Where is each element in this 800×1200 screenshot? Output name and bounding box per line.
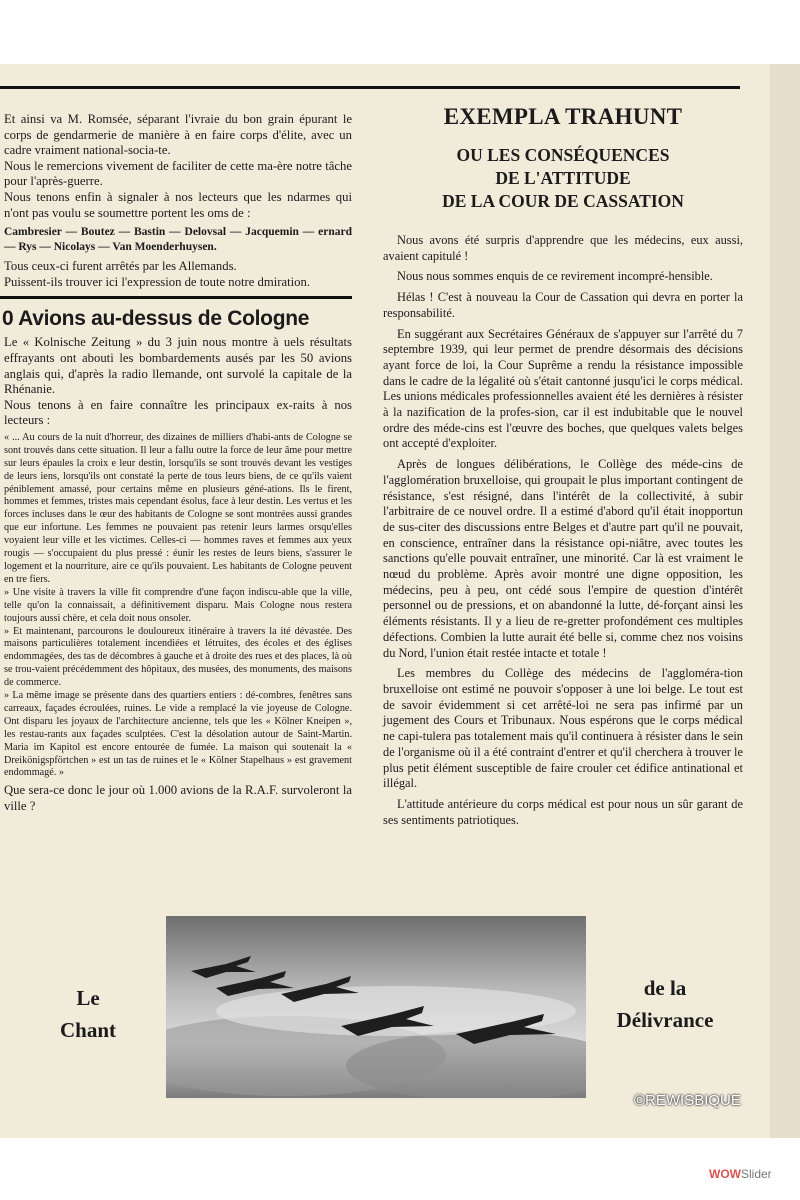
article-body [383,233,743,828]
subtitle-line: DE LA COUR DE CASSATION [442,191,684,211]
outro-paragraph: Tous ceux-ci furent arrêtés par les Allemands. [4,259,237,274]
cologne-headline: 0 Avions au-dessus de Cologne [2,307,310,331]
article-paragraph: Nous nous sommes enquis de ce revirement incompré-hensible. [397,269,713,284]
slider-brand[interactable] [709,1167,772,1181]
article-title: EXEMPLA TRAHUNT [443,104,683,129]
cologne-quotes [0,432,352,780]
quote-paragraph: » Une visite à travers la ville fit comprendre d'une façon indiscu-able que la ville, telle qu'on la connaissait, a définitivement disparu. Mais Cologne nous restera toujours aussi chère, et cela doit nous onsoler. [4,586,352,624]
outro-paragraph: Puissent-ils trouver ici l'expression de toute notre dmiration. [4,274,311,289]
copyright-watermark: ©REWISBIQUE [634,1092,741,1109]
subtitle-line: OU LES CONSÉQUENCES [456,145,670,165]
caption-word: Délivrance [616,1008,714,1032]
article-paragraph: Nous avons été surpris d'apprendre que les médecins, eux aussi, avaient capitulé ! [383,233,743,263]
article-paragraph: Les membres du Collège des médecins de l'aggloméra-tion bruxelloise ont estimé ne pouvoir s'opposer à une loi belge. Le tout est de savoir évidemment si cet arrêté-loi ne sera pas infirmé par un jugement des Cours et Tribunaux. Nous espérons que le corps médical ne capi-tulera pas totalement mais qu'il continuera à résister dans le sein de l'organisme où il a été contraint d'entrer et qu'il cherchera à trouver le plus petit élément susceptible de faire crouler cet édifice antinational et illégal. [383,666,743,791]
closing-question: Que sera-ce donc le jour où 1.000 avions de la R.A.F. survoleront la ville ? [4,783,352,813]
caption-left [40,982,136,1046]
caption-word: Chant [59,1018,117,1042]
cologne-intro: Le « Kolnische Zeitung » du 3 juin nous montre à uels résultats effrayants ont abouti les bombardements ausés par les 50 avions anglais qui, d'après la radio llemande, ont survolé la capitale de la Rhénanie. [4,335,352,397]
intro-paragraph: Et ainsi va M. Romsée, séparant l'ivraie du bon grain épurant le corps de gendarmerie de manière à en faire corps d'élite, avec un cadre vraiment national-socia-te. [4,112,352,158]
article-paragraph: Après de longues délibérations, le Collège des méde-cins de l'agglomération bruxelloise, qui groupait le plus important contingent de résistance, s'est résigné, dans l'intérêt de la collectivité, à subir l'arbitraire de ce nouvel ordre. Il a estimé d'abord qu'il était inopportun de sus-citer des discussions entre Belges et d'autre part qu'il ne pouvait, en conscience, entraîner dans la résistance opi-niâtre, avec toutes les sanctions qu'elle pouvait entraîner, une minorité. Car là est vraiment le nœud du problème. Après avoir montré une digne opposition, les médecins, peu à peu, ont cédé sous l'empire de question d'intérêt personnel ou de pressions, et on abandonné la lutte, dé-forçant ainsi les éléments résistants. Il y a lieu de re-gretter profondément ces multiples défections. Combien la lutte aurait été belle si, comme chez nos voisins du Nord, l'union était restée intacte et totale ! [383,457,743,660]
quote-paragraph: » La même image se présente dans des quartiers entiers : dé-combres, fenêtres sans carreaux, façades écroulées, ruines. Le vide a remplacé la vie joyeuse de Cologne. Ont disparu les joyaux de l'architecture ancienne, tels que les « Kölner Kneipen », les restau-rants aux façades sculptées. C'est la désolation autour de Saint-Martin. Maria im Kapitol est encore entourée de fumée. La maison qui soutenait la « Dreikönigspförtchen » est un tas de ruines et le « Kölner Stapelhaus » est gravement endommagé. » [4,690,352,779]
caption-right [600,972,730,1036]
article-paragraph: Hélas ! C'est à nouveau la Cour de Cassation qui devra en porter la responsabilité. [383,290,743,320]
article-paragraph: En suggérant aux Secrétaires Généraux de s'appuyer sur l'arrêté du 7 septembre 1939, qui leur permet de prendre désormais des décisions ayant force de loi, la Cour Suprême a rendu la résistance impossible dans le cadre de la légalité où s'était cantonné jusqu'ici le corps médical. Les unions médicales professionnelles avaient été les dernières à résister à la nazification de la profes-sion, car il est indubitable que le nouvel ordre des méde-cins est l'œuvre des boches, que quelques valets belges ont accepté d'exploiter. [383,326,743,451]
section-rule [0,296,352,299]
left-column [0,112,352,815]
brand-part: Slider [741,1167,772,1181]
gendarme-names: Cambresier — Boutez — Bastin — Delovsal — Jacquemin — ernard — Rys — Nicolays — Van Moenderhuysen. [4,226,352,254]
quote-paragraph: » Et maintenant, parcourons le douloureux itinéraire à travers la ité dévastée. Des maisons particulières totalement incendiées et létruites, des écoles et des églises endommagées, des tas de décombres à gauche et à droite des rues et des places, là où se trou-vaient précédemment des hôpitaux, des musées, des monuments, des maisons de commerce. [4,625,352,689]
right-column [383,104,743,833]
article-paragraph: L'attitude antérieure du corps médical est pour nous un sûr garant de ses sentiments patriotiques. [383,796,743,827]
aircraft-photo-drawing [166,916,586,1098]
caption-word: de la [643,976,687,1000]
caption-word: Le [76,986,100,1010]
brand-part: WOW [709,1167,741,1181]
quote-paragraph: « ... Au cours de la nuit d'horreur, des dizaines de milliers d'habi-ants de Cologne se sont trouvés dans cette situation. Il leur a fallu outre la force de leur âme pour mettre sur leurs épaules la croix e leur destin, lorsqu'ils se sont trouvés devant les vestiges de leurs iens, lorsqu'ils ont constaté la perte de tous leurs biens, de ce qu'ils vaient péniblement amassé, pour certains même en plusieurs géné-ations. Ils le firent, hommes et femmes, tristes mais cependant ésolus, face à leur destin. Les vertus et les forces incluses dans le œur des habitants de Cologne se sont montrées aussi grandes que eur infortune. Les femmes ne pouvaient pas retenir leurs larmes orsqu'elles voyaient leur ville et les victimes. Celles-ci — hommes raves et femmes aux yeux rougis — s'occupaient du plus pressé : éunir les restes de leurs biens, s'assurer le logement et la nourriture, aire ce qu'ils pouvaient. Les habitants de Cologne peuvent en tre fiers. [4,431,352,585]
next-page-edge [770,64,800,1138]
article-subtitle [383,144,743,213]
cologne-intro: Nous tenons à en faire connaître les principaux ex-raits à nos lecteurs : [4,397,352,428]
top-rule [0,86,740,89]
subtitle-line: DE L'ATTITUDE [495,168,631,188]
intro-paragraph: Nous tenons enfin à signaler à nos lecteurs que les ndarmes qui n'ont pas voulu se soumettre portent les oms de : [4,189,352,220]
intro-paragraph: Nous le remercions vivement de faciliter de cette ma-ère notre tâche pour l'après-guerre. [4,158,352,189]
aircraft-photo [166,916,586,1098]
